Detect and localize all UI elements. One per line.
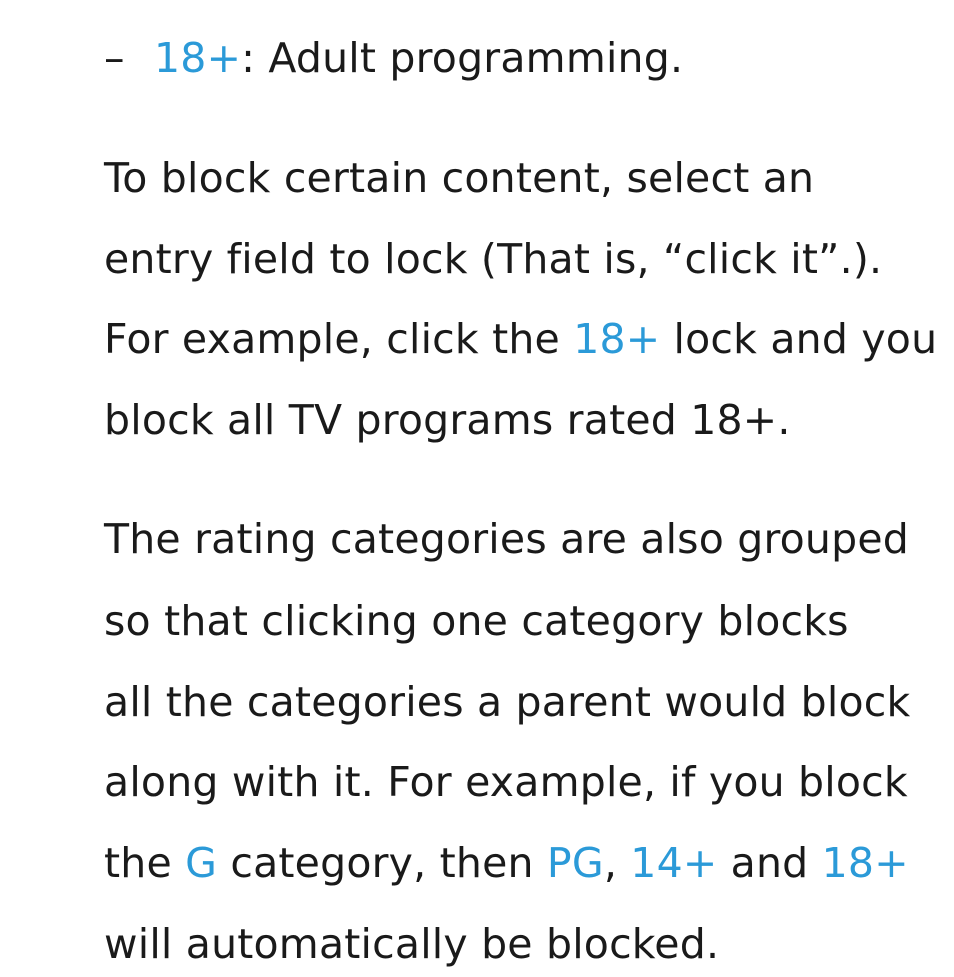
bullet-item-18plus — [104, 34, 683, 82]
paragraph2-line5-text-d: and — [717, 839, 822, 887]
bullet-colon: : — [241, 34, 256, 82]
bullet-dash: – — [104, 34, 125, 82]
paragraph1-line2: entry field to lock (That is, “click it”.). — [104, 235, 883, 283]
paragraph2-line5-text-c: , — [603, 839, 631, 887]
rating-term-18plus: 18+ — [154, 34, 242, 82]
rating-term-14plus: 14+ — [630, 839, 718, 887]
paragraph1-line3-text-b: lock and you — [660, 315, 938, 363]
paragraph1-line4: block all TV programs rated 18+. — [104, 396, 791, 444]
paragraph2-line1: The rating categories are also grouped — [104, 515, 909, 563]
paragraph2-line5-text-b: category, then — [217, 839, 547, 887]
paragraph2-line5-text-a: the — [104, 839, 186, 887]
paragraph2-line5 — [104, 839, 909, 887]
rating-term-18plus-inline: 18+ — [573, 315, 661, 363]
rating-term-pg: PG — [546, 839, 604, 887]
paragraph2-line2: so that clicking one category blocks — [104, 597, 849, 645]
paragraph1-line3 — [104, 315, 937, 363]
paragraph1-line1: To block certain content, select an — [104, 154, 815, 202]
paragraph2-line4: along with it. For example, if you block — [104, 758, 908, 806]
rating-term-18plus-group: 18+ — [821, 839, 909, 887]
rating-term-g: G — [185, 839, 218, 887]
bullet-description: Adult programming. — [255, 34, 684, 82]
paragraph2-line6: will automatically be blocked. — [104, 920, 720, 968]
paragraph2-line3: all the categories a parent would block — [104, 678, 911, 726]
paragraph1-line3-text-a: For example, click the — [104, 315, 574, 363]
